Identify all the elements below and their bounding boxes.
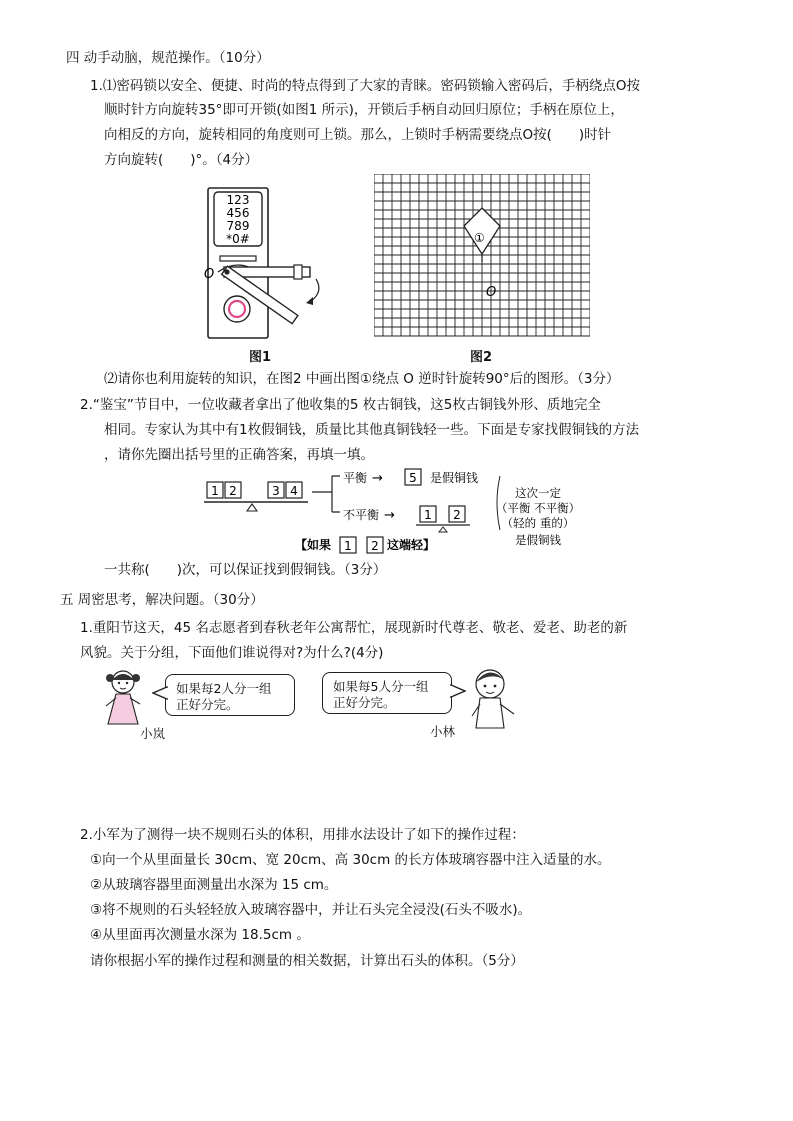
fig2-point-label: O: [486, 285, 497, 300]
s5-q2-step-4: ④从里面再次测量水深为 18.5cm 。: [90, 927, 310, 943]
figure-1-caption: 图1: [249, 350, 272, 365]
section-5-heading: 五 周密思考，解决问题。（30分）: [60, 592, 264, 608]
q2-answer: 一共称( )次，可以保证找到假铜钱。（3分）: [104, 562, 387, 578]
bracket-box-2: 2: [371, 539, 379, 553]
fulcrum: [247, 504, 257, 511]
q2-text-line-1: 2.“鉴宝”节目中，一位收藏者拿出了他收集的5 枚古铜钱，这5枚古铜钱外形、质地完全: [80, 397, 601, 413]
s5-q2-step-1: ①向一个从里面量长 30cm、宽 20cm、高 30cm 的长方体玻璃容器中注入适量的水。: [90, 852, 611, 868]
keypad-row-3: 789: [226, 219, 250, 233]
pair-box-2: 2: [453, 508, 461, 522]
pivot-point: [224, 269, 229, 274]
conclusion-line-2: （平衡 不平衡）: [495, 501, 581, 515]
left-box-2: 2: [229, 484, 237, 498]
pair-box-1: 1: [424, 508, 432, 522]
keypad-row-1: 123: [226, 193, 250, 207]
lock-cylinder: [224, 296, 250, 322]
bracket-close: 这端轻】: [387, 538, 436, 552]
girl-speech-line-2: 正好分完。: [176, 697, 239, 712]
q1-text-line-2: 顺时针方向旋转35°即可开锁(如图1 所示)，开锁后手柄自动回归原位；手柄在原位上，: [104, 102, 624, 118]
girl-speech-line-1: 如果每2人分一组: [176, 681, 272, 696]
right-box-4: 4: [290, 484, 298, 498]
is-fake-label: 是假铜钱: [430, 471, 479, 485]
q1-part-2: ⑵请你也利用旋转的知识，在图2 中画出图①绕点 O 逆时针旋转90°后的图形。（3分）: [104, 371, 620, 387]
s5-q2-ask: 请你根据小军的操作过程和测量的相关数据，计算出石头的体积。（5分）: [90, 953, 524, 969]
boy-speech-bubble: [322, 672, 452, 714]
balanced-label: 平衡: [343, 471, 368, 485]
rotation-arrowhead: [306, 297, 313, 305]
right-box-3: 3: [272, 484, 280, 498]
handle-grip: [294, 265, 302, 279]
balance-diagram: [200, 466, 620, 556]
boy-name: 小林: [430, 724, 456, 739]
arrow-1: →: [372, 471, 383, 486]
q1-text-line-4: 方向旋转( )°。（4分）: [104, 152, 259, 168]
figure-1-lock: [200, 182, 340, 342]
q1-text-line-3: 向相反的方向，旋转相同的角度则可上锁。那么，上锁时手柄需要绕点O按( )时针: [104, 127, 612, 143]
s5-q1-line-2: 风貌。关于分组，下面他们谁说得对?为什么?(4分): [80, 645, 384, 661]
boy-speech-line-2: 正好分完。: [333, 695, 396, 710]
s5-q2-step-3: ③将不规则的石头轻轻放入玻璃容器中，并让石头完全浸没(石头不吸水)。: [90, 902, 532, 918]
fig1-point-label: O: [204, 267, 215, 282]
figure-2-grid: [374, 174, 590, 340]
keypad-row-2: 456: [226, 206, 250, 220]
boy-illustration: [462, 664, 522, 736]
keypad-row-4: *0#: [226, 232, 250, 246]
card-slot: [220, 256, 256, 261]
shape-1-label: ①: [474, 231, 485, 245]
figure-2-caption: 图2: [470, 350, 493, 365]
left-box-1: 1: [211, 484, 219, 498]
girl-illustration: [98, 666, 148, 730]
unbalanced-label: 不平衡: [343, 508, 380, 522]
s5-q2-intro: 2.小军为了测得一块不规则石头的体积，用排水法设计了如下的操作过程：: [80, 827, 525, 843]
s5-q2-step-2: ②从玻璃容器里面测量出水深为 15 cm。: [90, 877, 338, 893]
conclusion-line-3: （轻的 重的）: [501, 516, 575, 530]
q1-text-line-1: 1.⑴密码锁以安全、便捷、时尚的特点得到了大家的青睐。密码锁输入密码后，手柄绕点O按: [90, 78, 641, 94]
girl-name: 小岚: [140, 726, 166, 741]
s5-q1-line-1: 1.重阳节这天，45 名志愿者到春秋老年公寓帮忙，展现新时代尊老、敬老、爱老、助老的新: [80, 620, 628, 636]
girl-bubble-tail: [152, 686, 168, 700]
bracket-open: 【如果: [295, 538, 332, 552]
conclusion-line-4: 是假铜钱: [515, 533, 561, 547]
boy-speech-line-1: 如果每5人分一组: [333, 679, 429, 694]
girl-speech-bubble: [165, 674, 295, 716]
coin-5-box: 5: [409, 471, 417, 485]
conclusion-line-1: 这次一定: [515, 486, 561, 500]
section-4-heading: 四 动手动脑，规范操作。（10分）: [66, 50, 270, 66]
bracket-box-1: 1: [344, 539, 352, 553]
q2-text-line-2: 相同。专家认为其中有1枚假铜钱，质量比其他真铜钱轻一些。下面是专家找假铜钱的方法: [104, 422, 640, 438]
arrow-2: →: [384, 508, 395, 523]
q2-text-line-3: ，请你先圈出括号里的正确答案，再填一填。: [104, 447, 374, 463]
